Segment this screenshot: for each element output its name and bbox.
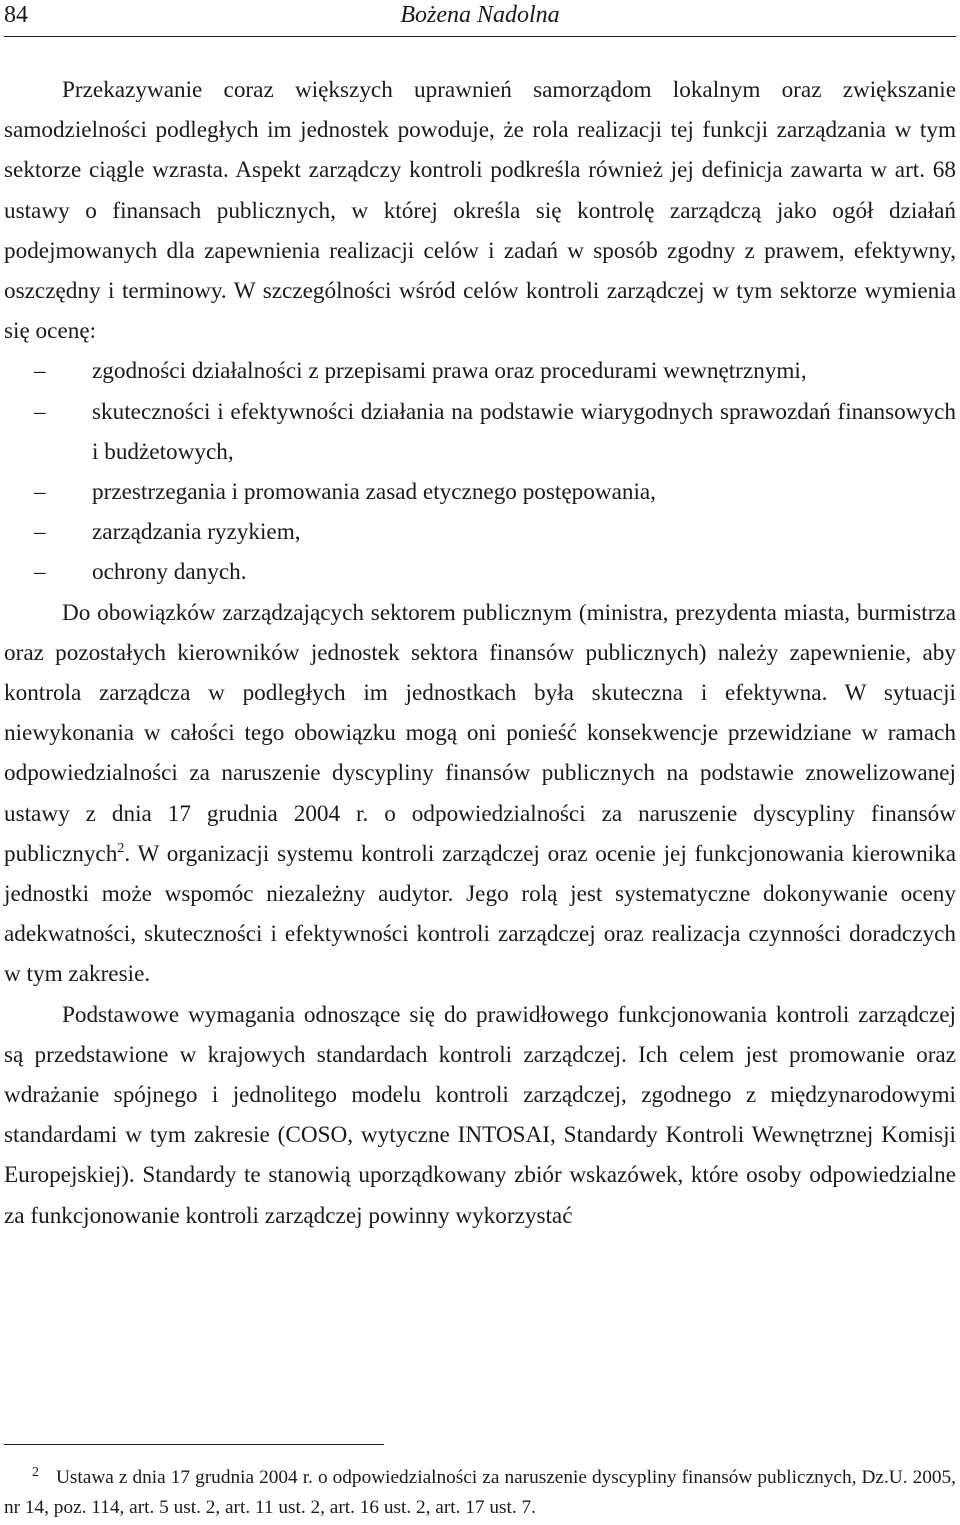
list-item-text: przestrzegania i promowania zasad etycznego postępowania, [92,479,656,506]
footnote-text: Ustawa z dnia 17 grudnia 2004 r. o odpowiedzialności za naruszenie dyscypliny finansów publicznych, Dz.U. 2005, nr 14, poz. 114, art. 5 ust. 2, art. 11 ust. 2, art. 16 ust. 2, art. 17 ust. 7. [4,1467,956,1518]
dash-bullet: – [34,559,46,586]
page-number: 84 [4,2,28,28]
assessment-list [4,351,956,592]
dash-bullet: – [34,479,46,506]
dash-bullet: – [34,398,46,425]
list-item-text: zarządzania ryzykiem, [92,519,301,546]
paragraph-2-text-continued: . W organizacji systemu kontroli zarządczej oraz ocenie jej funkcjonowania kierownika jednostki może wspomóc niezależny audytor. Jego rolą jest systematyczne dokonywanie oceny adekwatności, skuteczności i efektywności kontroli zarządczej oraz realizacja czynności doradczych w tym zakresie. [4,840,956,988]
list-item [4,472,956,512]
footnote-reference[interactable]: 2 [117,840,125,856]
list-item [4,552,956,592]
body-text [4,70,956,1236]
paragraph-2-text: Do obowiązków zarządzających sektorem publicznym (ministra, prezydenta miasta, burmistrza oraz pozostałych kierowników jednostek sektora finansów publicznych) należy zapewnienie, aby kontrola zarządcza w podległych im jednostkach była skuteczna i efektywna. W sytuacji niewykonania w całości tego obowiązku mogą oni ponieść konsekwencje przewidziane w ramach odpowiedzialności za naruszenie dyscypliny finansów publicznych na podstawie znowelizowanej ustawy z dnia 17 grudnia 2004 r. o odpowiedzialności za naruszenie dyscypliny finansów publicznych [4,599,956,867]
book-page [4,0,956,1518]
list-item [4,512,956,552]
footnote: 2 Ustawa z dnia 17 grudnia 2004 r. o odpowiedzialności za naruszenie dyscypliny finansów publicznych, Dz.U. 2005, nr 14, poz. 114, art. 5 ust. 2, art. 11 ust. 2, art. 16 ust. 2, art. 17 ust. 7. [4,1465,956,1518]
dash-bullet: – [34,519,46,546]
list-item [4,351,956,391]
running-header [4,0,956,37]
header-author: Bożena Nadolna [400,2,560,28]
list-item-text: ochrony danych. [92,559,247,586]
footnotes [4,1463,956,1523]
list-item-text: zgodności działalności z przepisami prawa oraz procedurami wewnętrznymi, [92,358,807,385]
dash-bullet: – [34,358,46,385]
paragraph-1: Przekazywanie coraz większych uprawnień samorządom lokalnym oraz zwiększanie samodzielności podległych im jednostek powoduje, że rola realizacji tej funkcji zarządzania w tym sektorze ciągle wzrasta. Aspekt zarządczy kontroli podkreśla również jej definicja zawarta w art. 68 ustawy o finansach publicznych, w której określa się kontrolę zarządczą jako ogół działań podejmowanych dla zapewnienia realizacji celów i zadań w sposób zgodny z prawem, efektywny, oszczędny i terminowy. W szczególności wśród celów kontroli zarządczej w tym sektorze wymienia się ocenę: [4,77,956,345]
list-item [4,392,956,472]
paragraph-3: Podstawowe wymagania odnoszące się do prawidłowego funkcjonowania kontroli zarządczej są przedstawione w krajowych standardach kontroli zarządczej. Ich celem jest promowanie oraz wdrażanie spójnego i jednolitego modelu kontroli zarządczej, zgodnego z międzynarodowymi standardami w tym zakresie (COSO, wytyczne INTOSAI, Standardy Kontroli Wewnętrznej Komisji Europejskiej). Standardy te stanowią uporządkowany zbiór wskazówek, które osoby odpowiedzialne za funkcjonowanie kontroli zarządczej powinny wykorzystać [4,1001,956,1229]
footnote-separator [4,1444,384,1445]
list-item-text: skuteczności i efektywności działania na podstawie wiarygodnych sprawozdań finansowych i budżetowych, [92,398,956,465]
paragraph-2 [4,593,956,995]
